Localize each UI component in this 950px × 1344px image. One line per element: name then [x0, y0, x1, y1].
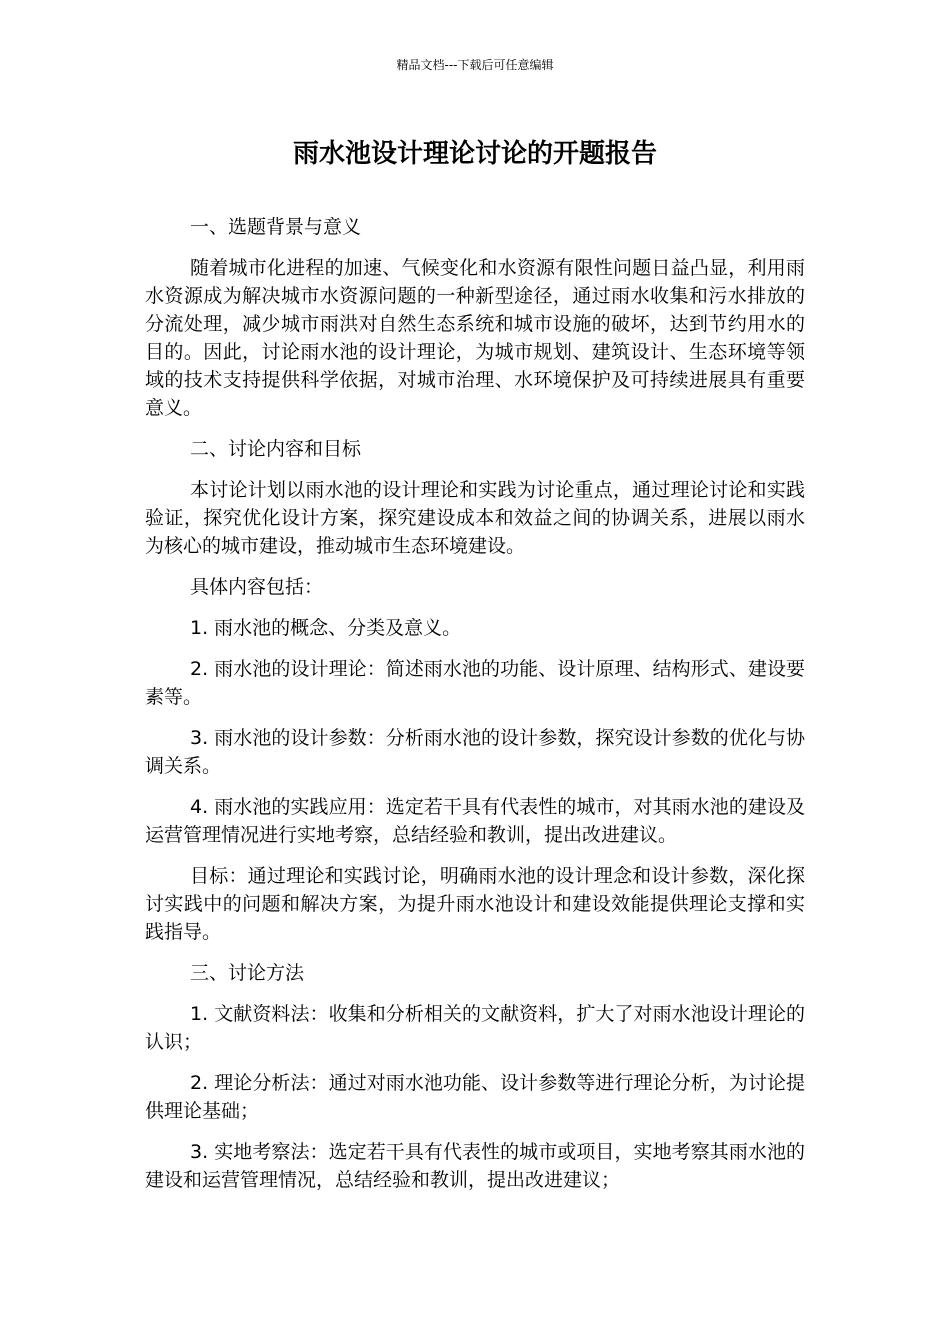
document-title: 雨水池设计理论讨论的开题报告 — [292, 139, 657, 169]
list-item-content-4: 4. 雨水池的实践应用：选定若干具有代表性的城市，对其雨水池的建设及运营管理情况进行实地考察，总结经验和教训，提出改进建议。 — [145, 796, 805, 846]
list-item-content-3: 3. 雨水池的设计参数：分析雨水池的设计参数，探究设计参数的优化与协调关系。 — [145, 727, 805, 777]
paragraph-research-plan: 本讨论计划以雨水池的设计理论和实践为讨论重点，通过理论讨论和实践验证，探究优化设计方案，探究建设成本和效益之间的协调关系，进展以雨水为核心的城市建设，推动城市生态环境建设。 — [145, 479, 805, 557]
list-item-content-1: 1. 雨水池的概念、分类及意义。 — [190, 617, 462, 639]
section-heading-methods: 三、讨论方法 — [190, 962, 305, 984]
list-item-method-2: 2. 理论分析法：通过对雨水池功能、设计参数等进行理论分析，为讨论提供理论基础； — [145, 1072, 805, 1122]
list-item-content-2: 2. 雨水池的设计理论：简述雨水池的功能、设计原理、结构形式、建设要素等。 — [145, 658, 805, 708]
document-body — [145, 213, 805, 1207]
paragraph-goals: 目标：通过理论和实践讨论，明确雨水池的设计理念和设计参数，深化探讨实践中的问题和解决方案，为提升雨水池设计和建设效能提供理论支撑和实践指导。 — [145, 865, 805, 943]
section-heading-content-goals: 二、讨论内容和目标 — [190, 438, 362, 460]
paragraph-content-intro: 具体内容包括： — [190, 576, 324, 598]
list-item-method-1: 1. 文献资料法：收集和分析相关的文献资料，扩大了对雨水池设计理论的认识； — [145, 1003, 805, 1053]
paragraph-background: 随着城市化进程的加速、气候变化和水资源有限性问题日益凸显，利用雨水资源成为解决城市水资源问题的一种新型途径，通过雨水收集和污水排放的分流处理，减少城市雨洪对自然生态系统和城市设施的破坏，达到节约用水的目的。因此，讨论雨水池的设计理论，为城市规划、建筑设计、生态环境等领域的技术支持提供科学依据，对城市治理、水环境保护及可持续进展具有重要意义。 — [145, 257, 805, 419]
section-heading-background: 一、选题背景与意义 — [190, 216, 362, 238]
header-note: 精品文档---下载后可任意编辑 — [396, 58, 554, 72]
list-item-method-3: 3. 实地考察法：选定若干具有代表性的城市或项目，实地考察其雨水池的建设和运营管理情况，总结经验和教训，提出改进建议； — [145, 1141, 805, 1191]
